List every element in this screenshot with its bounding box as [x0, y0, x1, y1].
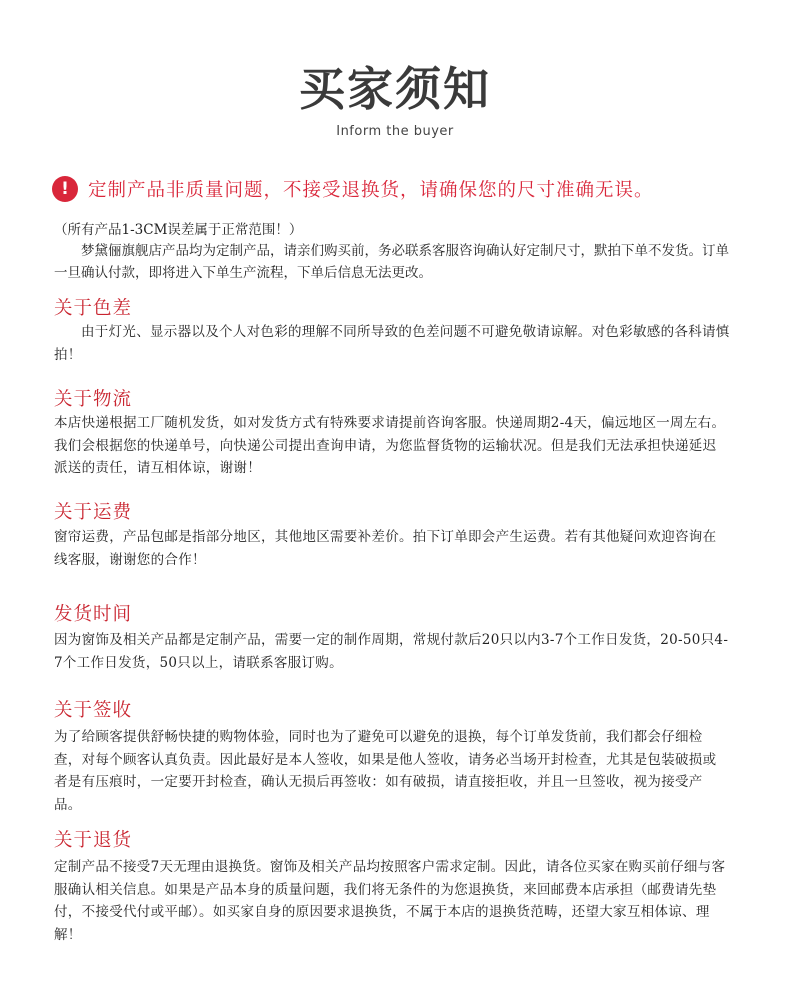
intro-text: 梦黛俪旗舰店产品均为定制产品，请亲们购买前，务必联系客服咨询确认好定制尺寸，默拍下单不发货。订单一旦确认付款，即将进入下单生产流程，下单后信息无法更改。	[54, 243, 729, 281]
section-text: 窗帘运费，产品包邮是指部分地区，其他地区需要补差价。拍下订单即会产生运费。若有其他疑问欢迎咨询在线客服，谢谢您的合作！	[54, 529, 717, 568]
section-text: 定制产品不接受7天无理由退换货。窗饰及相关产品均按照客户需求定制。因此，请各位买家在购买前仔细与客服确认相关信息。如果是产品本身的质量问题，我们将无条件的为您退换货，来回邮费本店承担（邮费请先垫付，不接受代付或平邮）。如买家自身的原因要求退换货，不属于本店的退换货范畴，还望大家互相体谅、理解！	[54, 859, 726, 943]
section-title-logistics: 关于物流	[54, 389, 133, 410]
section-title-sign-for: 关于签收	[54, 700, 133, 721]
section-body-logistics	[54, 412, 730, 480]
warning-text: 定制产品非质量问题，不接受退换货，请确保您的尺寸准确无误。	[88, 180, 654, 201]
section-text: 本店快递根据工厂随机发货，如对发货方式有特殊要求请提前咨询客服。快递周期2-4天，偏远地区一周左右。我们会根据您的快递单号，向快递公司提出查询申请，为您监督货物的运输状况。但是我们无法承担快递延迟派送的责任，请互相体谅，谢谢！	[54, 415, 726, 476]
tolerance-note: （所有产品1-3CM误差属于正常范围！）	[54, 222, 303, 238]
section-body-returns	[54, 856, 730, 946]
section-body-color-difference	[54, 321, 730, 366]
warning-banner	[52, 175, 654, 203]
intro-paragraph	[54, 240, 730, 284]
section-title-returns: 关于退货	[54, 830, 133, 851]
exclamation-icon: !	[52, 176, 78, 202]
section-text: 由于灯光、显示器以及个人对色彩的理解不同所导致的色差问题不可避免敬请谅解。对色彩敏感的各科请慎拍！	[54, 324, 730, 363]
section-body-sign-for	[54, 726, 730, 816]
page-subtitle: Inform the buyer	[336, 124, 454, 139]
page-title: 买家须知	[299, 62, 491, 116]
section-text: 为了给顾客提供舒畅快捷的购物体验，同时也为了避免可以避免的退换，每个订单发货前，我们都会仔细检查，对每个顾客认真负责。因此最好是本人签收，如果是他人签收，请务必当场开封检查，尤其是包装破损或者是有压痕时，一定要开封检查，确认无损后再签收：如有破损，请直接拒收，并且一旦签收，视为接受产品。	[54, 729, 717, 813]
section-title-shipping-fee: 关于运费	[54, 502, 133, 523]
section-title-delivery-time: 发货时间	[54, 604, 133, 625]
section-title-color-difference: 关于色差	[54, 298, 133, 319]
section-text: 因为窗饰及相关产品都是定制产品，需要一定的制作周期，常规付款后20只以内3-7个工作日发货，20-50只4-7个工作日发货，50只以上，请联系客服订购。	[54, 632, 729, 671]
section-body-delivery-time	[54, 629, 730, 674]
section-body-shipping-fee	[54, 526, 730, 571]
